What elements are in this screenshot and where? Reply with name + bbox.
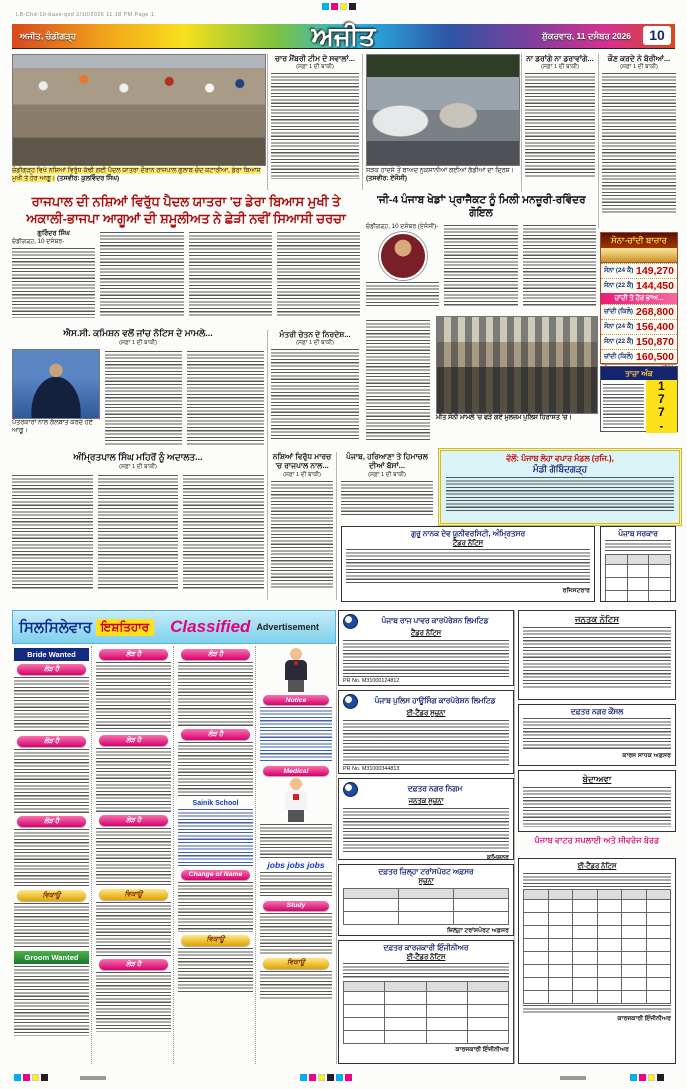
ad-capsule: Change of Name — [181, 870, 250, 880]
notice-title: ਜਨਤਕ ਨੋਟਿਸ — [574, 614, 620, 624]
sainik-school-ad-title: Sainik School — [192, 800, 239, 807]
classified-title-punjabi: ਸਿਲਸਿਲੇਵਾਰ — [19, 618, 92, 636]
yellow-registration-mark — [318, 1074, 325, 1081]
lottery-header: ਤਾਜ਼ਾ ਅੰਕ — [601, 367, 677, 380]
ad-capsule: ਲੋੜ ਹੈ — [181, 729, 250, 740]
iron-traders-notice — [438, 448, 682, 526]
rate-row — [601, 334, 677, 349]
article-amritpal — [12, 452, 264, 600]
rate-value: 150,870 — [636, 336, 674, 348]
corporation-logo-icon — [343, 614, 358, 629]
gold-jewellery-image — [601, 248, 677, 263]
column-rule — [521, 54, 522, 192]
cartoon-head — [290, 648, 302, 660]
text-sim — [178, 662, 253, 726]
byline: ਗੁਰਿੰਦਰ ਸਿੰਘ — [37, 230, 70, 238]
municipal-corporation-notice — [338, 778, 514, 860]
yellow-registration-mark — [648, 1074, 655, 1081]
notice-type: ਜਨਤਕ ਸੂਚਨਾ — [408, 798, 444, 805]
crowd-photo-caption — [12, 167, 264, 191]
text-sim-blue — [260, 707, 332, 763]
text-sim — [105, 351, 182, 446]
punjab-sarkar-notice — [600, 526, 676, 602]
text-sim — [260, 824, 332, 858]
text-sim — [260, 872, 332, 898]
public-notice — [518, 610, 676, 700]
ad-capsule: ਲੋੜ ਹੈ — [99, 735, 168, 746]
magenta-registration-mark — [331, 3, 338, 10]
ad-capsule: ਲੋੜ ਹੈ — [99, 959, 168, 970]
accident-photo-caption — [366, 167, 518, 191]
ad-capsule: ਲੋੜ ਹੈ — [99, 649, 168, 660]
pspcl-tender-notice — [338, 610, 514, 686]
cyan-registration-mark — [322, 3, 329, 10]
gndu-tender-notice — [341, 526, 595, 602]
black-registration-mark — [657, 1074, 664, 1081]
cartoon-bowtie — [294, 661, 298, 665]
continued-tag: (ਸਫ਼ਾ 1 ਦੀ ਬਾਕੀ) — [541, 64, 579, 71]
text-sim — [346, 549, 590, 585]
rate-row — [601, 304, 677, 319]
text-sim — [14, 749, 89, 813]
signatory: ਕਾਰਜਕਾਰੀ ਇੰਜੀਨੀਅਰ — [455, 1046, 509, 1054]
signatory: ਕਮਿਸ਼ਨਰ — [486, 853, 509, 860]
ad-capsule-yellow: ਵਿਕਾਊ — [17, 890, 86, 901]
article-headline: 'ਜੀ-4 ਪੰਜਾਬ ਖੇਡਾਂ' ਪ੍ਰਾਜੈਕਟ ਨੂੰ ਮਿਲੀ ਮਨਜ਼ੂਰੀ-ਰਵਿੰਦਰ ਗੋਇਲ — [376, 194, 586, 220]
text-sim — [187, 351, 264, 446]
jobs-ad-title: jobs jobs jobs — [267, 860, 325, 870]
caption-text: ਚੰਡੀਗੜ੍ਹ ਵਿਖੇ ਨਸ਼ਿਆਂ ਵਿਰੁੱਧ ਕੱਢੀ ਗਈ ਪੈਦਲ ਯਾਤਰਾ ਦੌਰਾਨ ਰਾਜਪਾਲ ਗੁਲਾਬ ਚੰਦ ਕਟਾਰੀਆ, ਡੇਰਾ ਬਿਆਸ ਮੁਖੀ ਤੇ ਹੋਰ ਆਗੂ। — [12, 167, 261, 182]
cartoon-head — [290, 778, 302, 790]
cartoon-legs — [288, 680, 304, 692]
signatory: ਰਜਿਸਟਰਾਰ — [562, 587, 590, 595]
article-sc-commission — [12, 328, 264, 448]
portrait-caption: ਪੱਤਰਕਾਰਾਂ ਨਾਲ ਗੱਲਬਾਤ ਕਰਦੇ ਹੋਏ ਆਗੂ। — [12, 419, 93, 434]
text-sim — [446, 477, 674, 511]
magenta-registration-mark — [23, 1074, 30, 1081]
notice-type: ਈ-ਟੈਂਡਰ ਨੋਟਿਸ — [406, 953, 446, 961]
leader-portrait-photo — [12, 349, 100, 419]
black-registration-mark — [327, 1074, 334, 1081]
article-headline: ਨਾ ਡਰਾਂਗੇ ਨਾ ਡਰਾਵਾਂਗੇ... — [526, 54, 594, 63]
ad-capsule: ਲੋੜ ਹੈ — [99, 815, 168, 826]
rate-value: 144,450 — [636, 280, 674, 292]
rate-row — [601, 263, 677, 278]
text-sim — [189, 232, 272, 317]
classified-column-1 — [12, 646, 92, 1064]
lottery-digit: - — [659, 418, 664, 433]
text-sim — [341, 481, 433, 517]
text-sim — [96, 972, 171, 1032]
text-sim — [271, 73, 359, 179]
column-rule — [267, 330, 268, 600]
tender-table — [523, 889, 671, 1004]
corporation-logo-icon — [343, 694, 358, 709]
rate-value: 156,400 — [636, 321, 674, 333]
notice-table — [343, 888, 509, 925]
crowd-photo — [12, 54, 266, 166]
text-sim — [603, 384, 644, 428]
article-lead — [12, 194, 360, 324]
notice-type: ਸੂਚਨਾ — [418, 877, 434, 885]
police-group-photo — [436, 316, 598, 414]
water-board-tender-notice — [518, 858, 676, 1064]
organisation-name: ਪੰਜਾਬ ਪੁਲਿਸ ਹਾਊਸਿੰਗ ਕਾਰਪੋਰੇਸ਼ਨ ਲਿਮਟਿਡ — [374, 696, 496, 706]
yellow-registration-mark — [340, 3, 347, 10]
rate-label: ਸੋਨਾ (24 ਕੈ) — [604, 267, 634, 274]
article-headline: ਕੌਣ ਕਰਦੇ ਨੇ ਬੋਰੀਆਂ... — [607, 54, 671, 63]
lead-headline: ਰਾਜਪਾਲ ਦੀ ਨਸ਼ਿਆਂ ਵਿਰੁੱਧ ਪੈਦਲ ਯਾਤਰਾ 'ਚ ਡੇਰਾ ਬਿਆਸ ਮੁਖੀ ਤੇ ਅਕਾਲੀ-ਭਾਜਪਾ ਆਗੂਆਂ ਦੀ ਸ਼ਮੂਲੀਅਤ ਨੇ ਛੇੜੀ ਨਵੀਂ ਸਿਆਸੀ ਚਰਚਾ — [26, 194, 346, 226]
column-rule — [514, 610, 515, 1064]
rate-value: 160,500 — [636, 351, 674, 363]
text-sim — [14, 829, 89, 887]
notice-title: ਦਫ਼ਤਰ ਨਗਰ ਕੌਂਸਲ — [570, 707, 624, 716]
silver-band-header: ਚਾਂਦੀ ਤੇ ਹੋਰ ਭਾਅ... — [601, 293, 677, 304]
text-sim — [96, 662, 171, 732]
ad-capsule: ਲੋੜ ਹੈ — [17, 736, 86, 747]
text-sim — [602, 73, 676, 215]
lead-col-1 — [12, 230, 95, 318]
continued-tag: (ਸਫ਼ਾ 1 ਦੀ ਬਾਕੀ) — [620, 64, 658, 71]
lottery-digit: 1 — [658, 379, 665, 393]
dateline: ਚੰਡੀਗੜ੍ਹ, 10 ਦਸੰਬਰ- — [12, 238, 65, 246]
text-sim — [523, 787, 671, 827]
rate-row — [601, 319, 677, 334]
photo-credit: (ਤਸਵੀਰ: ਏਜੰਸੀ) — [366, 174, 407, 182]
municipal-council-notice — [518, 704, 676, 766]
rate-label: ਸੋਨਾ (22 ਕੈ) — [604, 282, 634, 289]
magenta-registration-mark — [639, 1074, 646, 1081]
ad-capsule-yellow: ਵਿਕਾਊ — [99, 889, 168, 900]
pr-number: PR No. M31000344813 — [343, 764, 509, 772]
continued-tag: (ਸਫ਼ਾ 1 ਦੀ ਬਾਕੀ) — [296, 340, 334, 347]
lottery-digit: 7 — [658, 405, 665, 420]
text-sim — [260, 913, 332, 955]
text-sim — [523, 1005, 671, 1013]
continued-tag: (ਸਫ਼ਾ 1 ਦੀ ਬਾਕੀ) — [296, 64, 334, 71]
notice-table — [605, 554, 671, 602]
group-photo-caption — [436, 414, 596, 436]
magenta-registration-mark — [309, 1074, 316, 1081]
continued-tag: (ਸਫ਼ਾ 1 ਦੀ ਬਾਕੀ) — [368, 471, 406, 478]
ad-capsule: ਲੋੜ ਹੈ — [181, 649, 250, 660]
text-sim — [14, 903, 89, 949]
registration-marks-top — [322, 3, 356, 10]
cyan-registration-mark — [630, 1074, 637, 1081]
text-sim — [178, 742, 253, 798]
article-headline: ਨਸ਼ਿਆਂ ਵਿਰੁੱਧ ਮਾਰਚ 'ਚ ਰਾਜਪਾਲ ਨਾਲ... — [272, 452, 332, 471]
text-sim — [343, 808, 509, 852]
column-rule — [267, 54, 268, 190]
signatory: ਜ਼ਿਲ੍ਹਾ ਟਰਾਂਸਪੋਰਟ ਅਫ਼ਸਰ — [446, 926, 509, 934]
organisation-name: ਗੁਰੂ ਨਾਨਕ ਦੇਵ ਯੂਨੀਵਰਸਿਟੀ, ਅੰਮ੍ਰਿਤਸਰ — [410, 529, 526, 538]
registration-marks-bottom-left — [14, 1074, 48, 1081]
rate-label: ਸੋਨਾ (24 ਕੈ) — [604, 323, 634, 330]
notice-type: ਈ-ਟੈਂਡਰ ਸੂਚਨਾ — [406, 710, 446, 717]
dateline: ਚੰਡੀਗੜ੍ਹ, 10 ਦਸੰਬਰ (ਏਜੰਸੀ)- — [366, 223, 439, 231]
text-sim — [523, 873, 671, 887]
classified-column-3 — [176, 646, 256, 1064]
article-mid-top — [271, 54, 359, 190]
nurse-cartoon-icon — [281, 778, 311, 822]
cartoon-body — [285, 790, 307, 810]
text-sim — [12, 248, 95, 318]
ad-capsule-study: Study — [263, 901, 329, 911]
classified-title-punjabi-accent: ਇਸ਼ਤਿਹਾਰ — [96, 619, 154, 636]
ad-capsule-yellow: ਵਿਕਾਊ — [181, 935, 250, 946]
text-sim — [343, 640, 509, 674]
organisation-name: ਪੰਜਾਬ ਰਾਜ ਪਾਵਰ ਕਾਰਪੋਰੇਸ਼ਨ ਲਿਮਟਿਡ — [381, 616, 489, 626]
column-rule — [598, 54, 599, 228]
caption-text: ਮੀਤ ਸੋਨੀ ਮਾਮਲੇ 'ਚ ਫੜੇ ਗਏ ਮੁਲਜ਼ਮ ਪੁਲਿਸ ਹਿਰਾਸਤ 'ਚ। — [436, 414, 572, 421]
text-sim — [523, 225, 596, 306]
lottery-list — [601, 380, 646, 433]
column-rule — [336, 452, 337, 600]
caption-text: ਸੜਕ ਹਾਦਸੇ ਤੋਂ ਬਾਅਦ ਨੁਕਸਾਨੀਆਂ ਗਈਆਂ ਗੱਡੀਆਂ ਦਾ ਦ੍ਰਿਸ਼। — [366, 167, 514, 174]
print-info-line — [16, 3, 154, 21]
rate-value: 268,800 — [636, 306, 674, 318]
text-sim — [100, 232, 183, 317]
ad-capsule-yellow: ਵਿਕਾਊ — [263, 958, 329, 969]
cartoon-legs — [288, 810, 304, 822]
lottery-numbers-box — [600, 366, 678, 432]
pr-number: PR No. M31000124812 — [343, 676, 509, 684]
page-number: 10 — [643, 26, 671, 45]
text-sim — [14, 677, 89, 733]
transport-office-notice — [338, 864, 514, 936]
yellow-registration-mark — [32, 1074, 39, 1081]
rate-row — [601, 278, 677, 293]
article-buses — [341, 452, 433, 522]
article-headline: ਪੰਜਾਬ, ਹਰਿਆਣਾ ਤੇ ਹਿਮਾਚਲ ਦੀਆਂ ਬੱਸਾਂ... — [346, 452, 428, 471]
continued-tag: (ਸਫ਼ਾ 1 ਦੀ ਬਾਕੀ) — [283, 471, 321, 478]
category-header-bride: Bride Wanted — [14, 648, 89, 661]
text-sim — [12, 475, 93, 590]
notice-table — [343, 981, 509, 1044]
organisation-name: ਦਫ਼ਤਰ ਨਗਰ ਨਿਗਮ — [407, 784, 463, 794]
text-sim — [277, 232, 360, 317]
text-sim-blue — [178, 809, 253, 867]
rate-label: ਚਾਂਦੀ (ਕਿਲੋ) — [604, 308, 634, 315]
continued-tag: (ਸਫ਼ਾ 1 ਦੀ ਬਾਕੀ) — [119, 464, 157, 471]
cyan-registration-mark — [336, 1074, 343, 1081]
signatory: ਕਾਰਜ ਸਾਧਕ ਅਫ਼ਸਰ — [622, 752, 671, 760]
official-portrait-photo — [379, 232, 427, 280]
masthead-date: ਸ਼ੁੱਕਰਵਾਰ, 11 ਦਸੰਬਰ 2026 — [542, 30, 631, 41]
businessman-cartoon-icon — [281, 648, 311, 692]
text-sim — [96, 828, 171, 886]
corporation-logo-icon — [343, 782, 358, 797]
edition-label: ਅਜੀਤ, ਚੰਡੀਗੜ੍ਹ — [20, 30, 77, 41]
organisation-name: ਦਫ਼ਤਰ ਕਾਰਜਕਾਰੀ ਇੰਜੀਨੀਅਰ — [383, 943, 469, 952]
text-sim — [271, 349, 359, 439]
black-registration-mark — [349, 3, 356, 10]
article-headline: ਐਸ.ਸੀ. ਕਮਿਸ਼ਨ ਵਲੋਂ ਜਾਂਚ ਨੋਟਿਸ ਦੇ ਮਾਮਲੇ... — [63, 328, 213, 338]
rate-row — [601, 349, 677, 364]
text-sim — [523, 718, 671, 750]
black-registration-mark — [41, 1074, 48, 1081]
text-sim — [444, 225, 517, 306]
water-board-heading: ਪੰਜਾਬ ਵਾਟਰ ਸਪਲਾਈ ਅਤੇ ਸੀਵਰੇਜ ਬੋਰਡ — [534, 836, 660, 845]
notice-type: ਟੈਂਡਰ ਨੋਟਿਸ — [410, 630, 442, 637]
text-sim — [178, 948, 253, 992]
text-sim — [96, 748, 171, 812]
registration-marks-bottom-center — [300, 1074, 352, 1081]
classified-subtitle-english: Advertisement — [256, 622, 319, 632]
text-sim — [14, 966, 89, 1036]
text-sim — [96, 902, 171, 956]
notice-type: ਟੈਂਡਰ ਨੋਟਿਸ — [452, 539, 484, 547]
police-housing-tender-notice — [338, 690, 514, 774]
fold-mark — [80, 1076, 106, 1080]
rate-label: ਚਾਂਦੀ (ਕਿਲੋ) — [604, 353, 634, 360]
notice-type: ਈ-ਟੈਂਡਰ ਨੋਟਿਸ — [577, 863, 617, 870]
ad-capsule: ਲੋੜ ਹੈ — [17, 664, 86, 675]
magenta-registration-mark — [345, 1074, 352, 1081]
text-sim — [271, 481, 333, 589]
article-march — [271, 452, 333, 600]
text-sim — [343, 963, 509, 979]
column-rule — [362, 54, 363, 190]
medical-cross-icon — [293, 794, 299, 800]
accident-photo — [366, 54, 520, 166]
text-sim — [98, 475, 179, 590]
text-sim — [605, 540, 671, 552]
article-headline: ਅੰਮ੍ਰਿਤਪਾਲ ਸਿੰਘ ਮਹਿਰੋਂ ਨੂੰ ਅਦਾਲਤ... — [73, 452, 203, 462]
rates-header: ਸੋਨਾ-ਚਾਂਦੀ ਬਾਜ਼ਾਰ — [601, 233, 677, 248]
masthead — [12, 21, 675, 51]
text-sim — [366, 320, 430, 440]
signatory: ਕਾਰਜਕਾਰੀ ਇੰਜੀਨੀਅਰ — [617, 1015, 671, 1022]
article-kaun-karde — [602, 54, 676, 226]
cyan-registration-mark — [300, 1074, 307, 1081]
column-rule — [336, 646, 337, 1064]
classified-column-2 — [94, 646, 174, 1064]
fold-mark — [560, 1076, 586, 1080]
text-sim — [366, 282, 439, 308]
organisation-name: ਪੰਜਾਬ ਸਰਕਾਰ — [618, 529, 658, 538]
ad-capsule: ਲੋੜ ਹੈ — [17, 816, 86, 827]
g4-col-1 — [366, 223, 439, 307]
lottery-result-panel — [646, 380, 677, 433]
article-headline: ਮੰਤਰੀ ਚੇਤਨ ਦੇ ਨਿਰਦੇਸ਼... — [279, 330, 351, 339]
registration-marks-bottom-right — [630, 1074, 664, 1081]
classified-title-english: Classified — [170, 617, 251, 636]
text-sim — [523, 627, 671, 689]
article-headline: ਚਾਰ ਮੈਂਬਰੀ ਟੀਮ ਦੇ ਸਵਾਲਾਂ... — [275, 54, 355, 63]
notice-title: ਬੇਦਾਅਵਾ — [582, 774, 612, 784]
rate-value: 149,270 — [636, 265, 674, 277]
portrait-block — [12, 349, 100, 447]
classified-column-4 — [258, 646, 334, 1064]
gold-silver-rates-box — [600, 232, 678, 364]
text-sim — [525, 73, 595, 177]
disclaimer-notice — [518, 770, 676, 832]
cyan-registration-mark — [14, 1074, 21, 1081]
lottery-digit: 7 — [658, 392, 665, 407]
article-g4-games — [366, 194, 596, 310]
notice-heading-red: ਵੱਲੋਂ: ਪੰਜਾਬ ਲੋਹਾ ਵਪਾਰ ਮੰਡਲ (ਰਜਿ.), — [506, 454, 614, 463]
rate-label: ਸੋਨਾ (22 ਕੈ) — [604, 338, 634, 345]
organisation-name: ਦਫ਼ਤਰ ਜ਼ਿਲ੍ਹਾ ਟਰਾਂਸਪੋਰਟ ਅਫ਼ਸਰ — [378, 867, 474, 876]
classified-header — [12, 610, 336, 644]
article-na-darange — [525, 54, 595, 190]
ad-capsule-notice: Notice — [263, 695, 329, 705]
category-header-groom: Groom Wanted — [14, 951, 89, 964]
photo-credit: (ਤਸਵੀਰ: ਕੁਲਵਿੰਦਰ ਸਿੰਘ) — [56, 174, 120, 182]
article-minister — [271, 330, 359, 448]
print-info-text: LB-Chd-10-base-qxd 2/10/2026 11:18 PM Page 1 — [16, 12, 155, 18]
continued-tag: (ਸਫ਼ਾ 1 ਦੀ ਬਾਕੀ) — [119, 340, 157, 347]
executive-engineer-tender-notice — [338, 940, 514, 1064]
text-sim — [343, 720, 509, 762]
notice-heading-blue: ਮੰਡੀ ਗੋਬਿੰਦਗੜ੍ਹ — [532, 464, 588, 474]
text-sim — [260, 971, 332, 999]
text-sim — [183, 475, 264, 590]
ad-capsule-medical: Medical — [263, 766, 329, 776]
newspaper-title: ਅਜੀਤ — [311, 21, 376, 51]
text-sim — [178, 882, 253, 932]
